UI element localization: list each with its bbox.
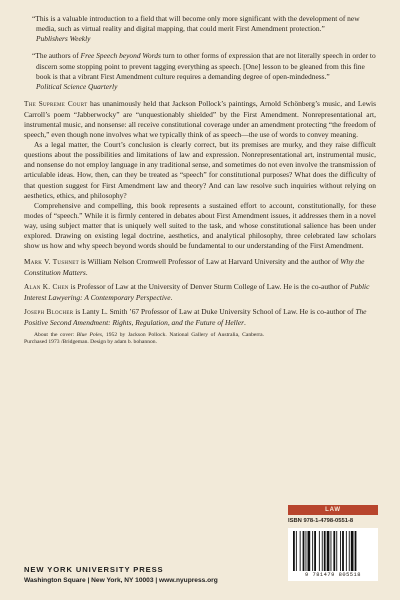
isbn-label: ISBN 978-1-4798-0551-8 <box>288 518 354 525</box>
review-quote <box>24 14 376 44</box>
quote-source: Publishers Weekly <box>36 34 91 44</box>
author-bios <box>24 257 376 328</box>
description-paragraph: The Supreme Court has unanimously held that Jackson Pollock’s paintings, Arnold Schönberg’s music, and Lewis Carroll’s poem “Jabberwocky” are “unquestionably shielded” by the First Amendment. Nonrepresentational art, instrumental music, and nonsense: all receive constitutional coverage under an amendment protecting “the freedom of speech,” even though none involves what we typically think of as speech—the use of words to convey meaning. <box>24 98 376 139</box>
book-title: Free Speech beyond Words <box>80 51 161 61</box>
cover-credit: About the cover: Blue Poles, 1952 by Jackson Pollock. National Gallery of Australia, Canberra. Purchased 1973 /Bridgeman. Design by adam b. bohannon. <box>24 332 265 346</box>
author-bio: Alan K. Chen is Professor of Law at the University of Denver Sturm College of Law. He is the co-author of Public Interest Lawyering: A Contemporary Perspective. <box>24 282 370 303</box>
category-tag: LAW <box>288 505 378 515</box>
author-name: Alan K. Chen <box>24 283 69 292</box>
barcode-area <box>288 505 378 581</box>
author-name: Joseph Blocher <box>24 308 74 317</box>
quote-source: Political Science Quarterly <box>36 81 118 91</box>
publisher-name: NEW YORK UNIVERSITY PRESS <box>24 565 164 574</box>
description-paragraph: Comprehensive and compelling, this book represents a sustained effort to account, constitutionally, for these modes of “speech.” While it is firmly centered in debates about First Amendment issues, it addresses them in a novel way, using subject matter that is uniquely well suited to the task, and whose constitutional salience has been under explored. Drawing on existing legal doctrine, aesthetics, and analytical philosophy, three celebrated law scholars show us how and why speech beyond words should be fundamental to our understanding of the First Amendment. <box>24 200 376 251</box>
publisher-address: Washington Square | New York, NY 10003 | www.nyupress.org <box>24 577 218 585</box>
description-paragraph: As a legal matter, the Court’s conclusion is clearly correct, but its premises are murky, and they raise difficult questions about the possibilities and limitations of law and expression. Nonrepresentational art, instrumental music, and nonsense do not employ language in any traditional sense, and sometimes do not even involve the transmission of articulable ideas. How, then, can they be treated as “speech” for constitutional purposes? What does the difficulty of that question suggest for First Amendment law and theory? And can law resolve such inquiries without relying on aesthetics, ethics, and philosophy? <box>24 140 376 200</box>
barcode-icon <box>288 528 378 572</box>
barcode-number: 9 781479 805518 <box>288 572 378 581</box>
quote-text: “The authors of Free Speech beyond Words turn to other forms of expression that are not literally speech in order to discern some stopping point to prevent tagging everything as speech. [One] lesson to be gleaned from this fine book is that a vibrant First Amendment culture requires a demanding degree of open-mindedness.” <box>32 51 376 81</box>
quote-text: “This is a valuable introduction to a field that will become only more significant with the development of new media, such as virtual reality and digital mapping, that could merit First Amendment protection.” <box>32 14 360 34</box>
artwork-title: Blue Poles <box>76 332 102 339</box>
author-bio: Joseph Blocher is Lanty L. Smith ’67 Professor of Law at Duke University School of Law. He is co-author of The Positive Second Amendment: Rights, Regulation, and the Future of Heller. <box>24 307 367 327</box>
author-bio: Mark V. Tushnet is William Nelson Cromwell Professor of Law at Harvard University and the author of Why the Constitution Matters. <box>24 257 365 278</box>
book-title: Why the Constitution Matters <box>24 257 365 278</box>
review-quote <box>24 51 376 92</box>
book-title: The Positive Second Amendment: Rights, Regulation, and the Future of Heller <box>24 307 367 327</box>
barcode-bars-icon <box>292 531 374 571</box>
book-title: Public Interest Lawyering: A Contemporary Perspective <box>24 282 370 303</box>
lead-in: The Supreme Court <box>24 99 88 108</box>
author-name: Mark V. Tushnet <box>24 258 79 267</box>
publisher-block <box>24 565 218 586</box>
description <box>24 99 376 347</box>
